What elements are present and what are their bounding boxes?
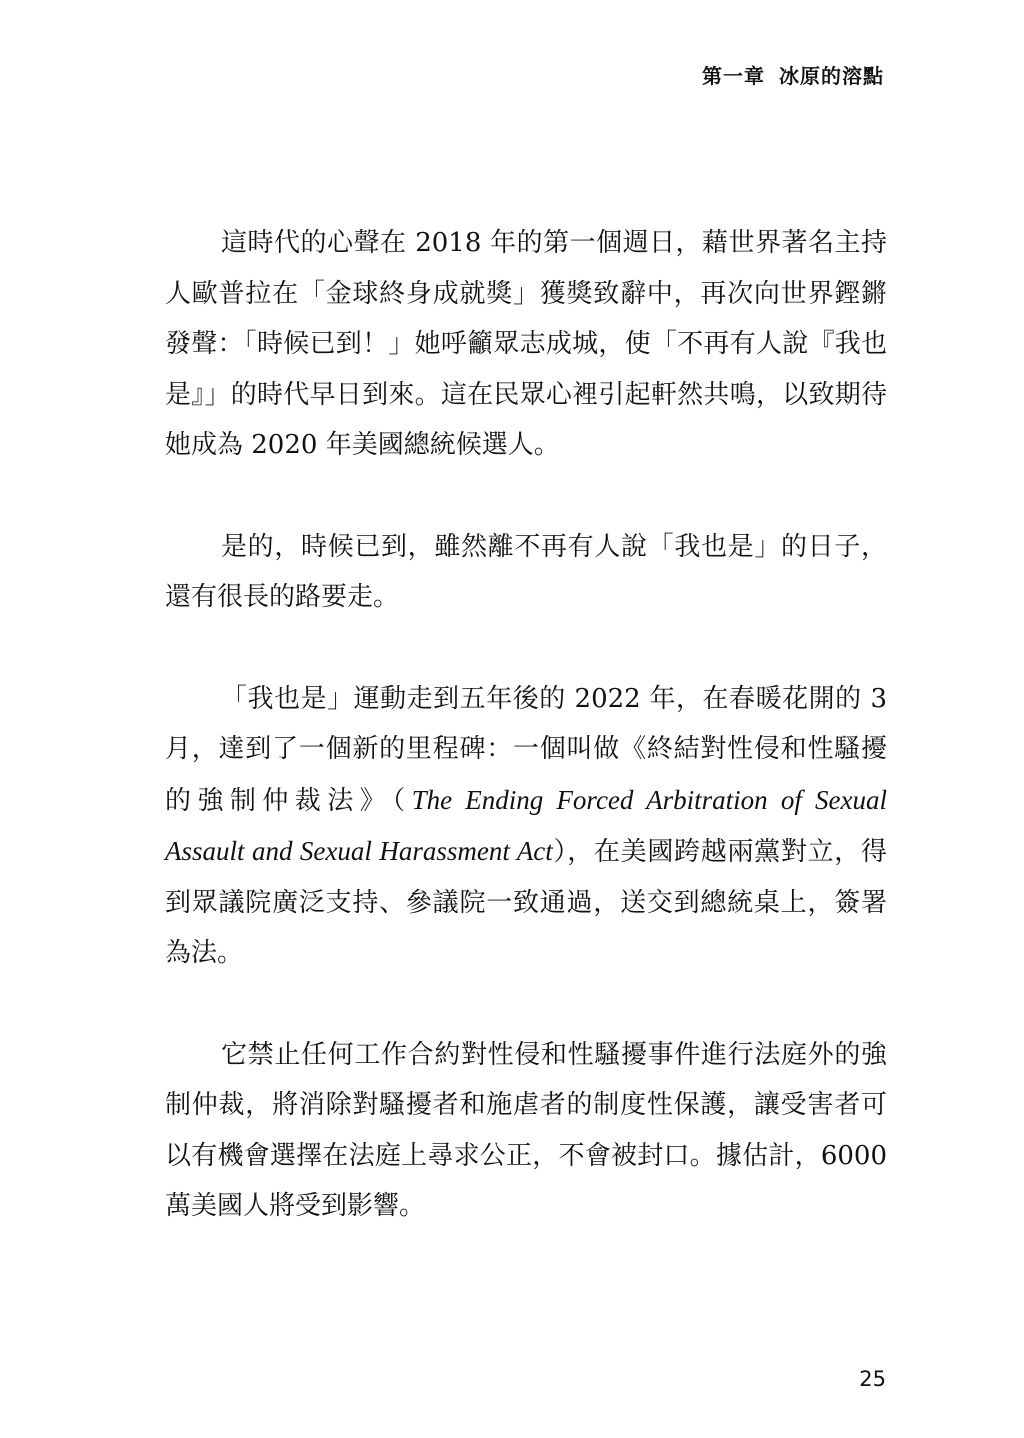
paragraph-1: 這時代的心聲在 2018 年的第一個週日，藉世界著名主持人歐普拉在「金球終身成就獎」獲獎致辭中，再次向世界鏗鏘發聲：「時候已到！」她呼籲眾志成城，使「不再有人說『我也是』」的時代早日到來。這在民眾心裡引起軒然共鳴，以致期待她成為 2020 年美國總統候選人。 — [165, 228, 887, 460]
paragraph-4: 它禁止任何工作合約對性侵和性騷擾事件進行法庭外的強制仲裁，將消除對騷擾者和施虐者的制度性保護，讓受害者可以有機會選擇在法庭上尋求公正，不會被封口。據估計，6000 萬美國人將受到影響。 — [165, 1039, 887, 1221]
body-text — [165, 218, 887, 1232]
chapter-title: 冰原的溶點 — [779, 64, 884, 88]
running-header — [702, 60, 884, 89]
page-number: 25 — [859, 1367, 886, 1391]
paragraph-3-lead: 「我也是」運動走到五年後的 2022 年，在春暖花開的 3 月，達到了一個新的里程碑：一個叫做《終結對性侵和性騷擾的強制仲裁法》（ — [165, 683, 887, 816]
paragraph-3 — [165, 674, 887, 979]
chapter-label: 第一章 — [702, 64, 765, 88]
english-act-title: The Ending Forced Arbitration of Sexual Assault and Sexual Harassment Act — [165, 784, 887, 866]
paragraph-2: 是的，時候已到，雖然離不再有人說「我也是」的日子，還有很長的路要走。 — [165, 531, 887, 612]
paragraph-3-tail: ），在美國跨越兩黨對立，得到眾議院廣泛支持、參議院一致通過，送交到總統桌上，簽署為法。 — [165, 837, 887, 968]
